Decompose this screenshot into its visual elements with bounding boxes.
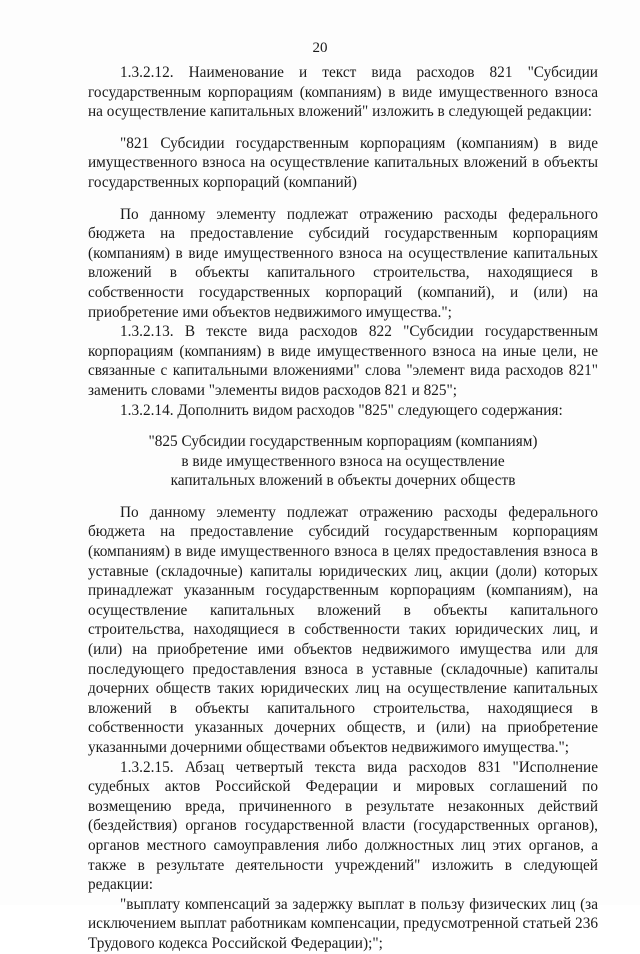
page-number: 20 xyxy=(312,40,328,56)
heading-line-2: в виде имущественного взноса на осуществление xyxy=(181,452,505,470)
paragraph-1-3-2-13: 1.3.2.13. В тексте вида расходов 822 "Субсидии государственным корпорациям (компаниям) в виде имущественного взноса на иные цели, не связанные с капитальными вложениями" слова "элемент вида расходов 821" заменить словами "элементы видов расходов 821 и 825"; xyxy=(88,323,598,399)
paragraph-821-quote: "821 Субсидии государственным корпорациям (компаниям) в виде имущественного взноса на осуществление капитальных вложений в объекты государственных корпораций (компаний) xyxy=(88,134,598,191)
paragraph-825-heading xyxy=(88,432,598,491)
heading-line-3: капитальных вложений в объекты дочерних обществ xyxy=(170,472,516,490)
document-body xyxy=(88,63,598,954)
heading-line-1: "825 Субсидии государственным корпорациям (компаниям) xyxy=(148,433,538,451)
paragraph-831-quote: "выплату компенсаций за задержку выплат в пользу физических лиц (за исключением выплат работникам компенсации, предусмотренной статьей 236 Трудового кодекса Российской Федерации);"; xyxy=(88,895,598,952)
paragraph-1-3-2-12: 1.3.2.12. Наименование и текст вида расходов 821 "Субсидии государственным корпорациям (компаниям) в виде имущественного взноса на осуществление капитальных вложений" изложить в следующей редакции: xyxy=(88,64,598,121)
paragraph-825-description: По данному элементу подлежат отражению расходы федерального бюджета на предоставление субсидий государственным корпорациям (компаниям) в виде имущественного взноса в целях предоставления взноса в уставные (складочные) капиталы юридических лиц, акции (доли) которых принадлежат указанным государственным корпорациям (компаниям), на осуществление капитальных вложений в объекты капитального строительства, находящиеся в собственности таких юридических лиц, и (или) на приобретение ими объектов недвижимого имущества или для последующего предоставления взноса в уставные (складочные) капиталы дочерних обществ таких юридических лиц на осуществление капитальных вложений в объекты капитального строительства, находящиеся в собственности указанных дочерних обществ, и (или) на приобретение указанными дочерними обществами объектов недвижимого имущества."; xyxy=(88,503,598,756)
paragraph-821-description: По данному элементу подлежат отражению расходы федерального бюджета на предоставление субсидий государственным корпорациям (компаниям) в виде имущественного взноса на осуществление капитальных вложений в объекты капитального строительства, находящиеся в собственности государственных корпораций (компаний), и (или) на приобретение ими объектов недвижимого имущества."; xyxy=(88,205,598,321)
paragraph-1-3-2-14: 1.3.2.14. Дополнить видом расходов "825" следующего содержания: xyxy=(120,401,563,419)
paragraph-1-3-2-15: 1.3.2.15. Абзац четвертый текста вида расходов 831 "Исполнение судебных актов Российской Федерации и мировых соглашений по возмещению вреда, причиненного в результате незаконных действий (бездействия) органов государственной власти (государственных органов), органов местного самоуправления либо должностных лиц этих органов, а также в результате деятельности учреждений" изложить в следующей редакции: xyxy=(88,758,598,894)
